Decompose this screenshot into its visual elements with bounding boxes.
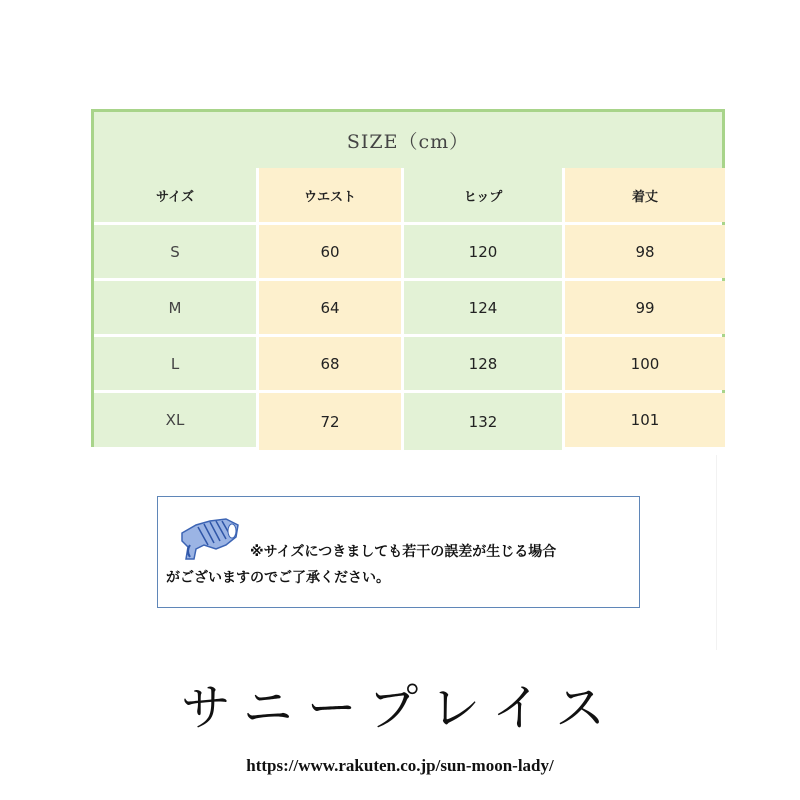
table-cell-hip: 120 [404,225,562,278]
table-cell-waist: 68 [259,337,401,390]
divider [716,455,717,650]
table-cell-hip: 132 [404,393,562,450]
table-cell-length: 101 [565,393,725,447]
size-table-title: SIZE（cm） [94,112,722,168]
table-cell-size: XL [94,393,256,447]
notice-box [157,496,640,608]
table-cell-hip: 128 [404,337,562,390]
notice-text-line1: ※サイズにつきましても若干の誤差が生じる場合 [250,544,557,560]
table-cell-length: 99 [565,281,725,334]
notice-text-line2: がございますのでご了承ください。 [166,570,390,586]
table-cell-hip: 124 [404,281,562,334]
table-cell-length: 98 [565,225,725,278]
header-length: 着丈 [565,168,725,222]
header-hip: ヒップ [404,168,562,222]
shop-url-link[interactable]: https://www.rakuten.co.jp/sun-moon-lady/ [246,756,554,775]
table-cell-waist: 60 [259,225,401,278]
table-cell-length: 100 [565,337,725,390]
size-table [91,109,725,447]
table-cell-size: L [94,337,256,390]
header-size: サイズ [94,168,256,222]
table-cell-size: S [94,225,256,278]
table-cell-size: M [94,281,256,334]
header-waist: ウエスト [259,168,401,222]
table-cell-waist: 72 [259,393,401,450]
table-cell-waist: 64 [259,281,401,334]
pointing-hand-icon [176,515,242,563]
shop-name: サニープレイス [180,679,620,737]
